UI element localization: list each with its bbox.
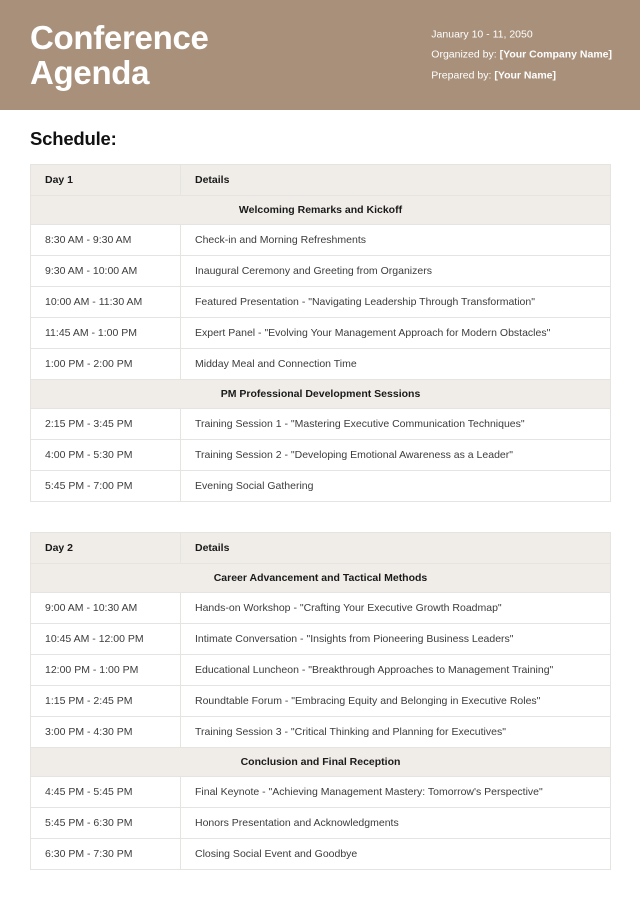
session-details: Evening Social Gathering [181, 471, 611, 502]
agenda-table-day-2 [30, 532, 611, 870]
session-details: Featured Presentation - "Navigating Leadership Through Transformation" [181, 287, 611, 318]
session-time: 1:00 PM - 2:00 PM [31, 349, 181, 380]
table-row [31, 655, 611, 686]
session-details: Roundtable Forum - "Embracing Equity and Belonging in Executive Roles" [181, 686, 611, 717]
session-details: Training Session 3 - "Critical Thinking and Planning for Executives" [181, 717, 611, 748]
section-band-row [31, 380, 611, 409]
document-title [30, 20, 209, 91]
session-time: 4:00 PM - 5:30 PM [31, 440, 181, 471]
table-header-row [31, 165, 611, 196]
header-meta-block [431, 24, 612, 85]
organized-by-row [431, 45, 612, 65]
agenda-table-day-1 [30, 164, 611, 502]
table-row [31, 717, 611, 748]
session-time: 8:30 AM - 9:30 AM [31, 225, 181, 256]
session-details: Honors Presentation and Acknowledgments [181, 808, 611, 839]
column-header-day: Day 2 [31, 533, 181, 564]
conference-dates: January 10 - 11, 2050 [431, 28, 533, 41]
session-time: 12:00 PM - 1:00 PM [31, 655, 181, 686]
session-details: Intimate Conversation - "Insights from Pioneering Business Leaders" [181, 624, 611, 655]
section-band-row [31, 196, 611, 225]
document-body [0, 128, 640, 870]
session-details: Training Session 1 - "Mastering Executive Communication Techniques" [181, 409, 611, 440]
session-time: 9:30 AM - 10:00 AM [31, 256, 181, 287]
session-time: 3:00 PM - 4:30 PM [31, 717, 181, 748]
session-time: 9:00 AM - 10:30 AM [31, 593, 181, 624]
section-band-label: Career Advancement and Tactical Methods [31, 564, 611, 593]
table-row [31, 256, 611, 287]
session-details: Midday Meal and Connection Time [181, 349, 611, 380]
table-row [31, 440, 611, 471]
prepared-by-row [431, 65, 612, 85]
organized-by-value: [Your Company Name] [499, 48, 612, 61]
session-details: Training Session 2 - "Developing Emotional Awareness as a Leader" [181, 440, 611, 471]
section-band-label: Welcoming Remarks and Kickoff [31, 196, 611, 225]
session-time: 10:00 AM - 11:30 AM [31, 287, 181, 318]
session-details: Hands-on Workshop - "Crafting Your Executive Growth Roadmap" [181, 593, 611, 624]
table-row [31, 777, 611, 808]
document-header [0, 0, 640, 110]
session-details: Final Keynote - "Achieving Management Mastery: Tomorrow's Perspective" [181, 777, 611, 808]
section-band-label: Conclusion and Final Reception [31, 748, 611, 777]
section-band-label: PM Professional Development Sessions [31, 380, 611, 409]
title-line-2: Agenda [30, 54, 150, 91]
session-time: 5:45 PM - 6:30 PM [31, 808, 181, 839]
column-header-details: Details [181, 165, 611, 196]
table-row [31, 593, 611, 624]
session-time: 11:45 AM - 1:00 PM [31, 318, 181, 349]
session-details: Educational Luncheon - "Breakthrough Approaches to Management Training" [181, 655, 611, 686]
session-time: 10:45 AM - 12:00 PM [31, 624, 181, 655]
table-row [31, 409, 611, 440]
prepared-by-value: [Your Name] [494, 69, 556, 82]
session-details: Closing Social Event and Goodbye [181, 839, 611, 870]
session-time: 5:45 PM - 7:00 PM [31, 471, 181, 502]
column-header-day: Day 1 [31, 165, 181, 196]
prepared-by-label: Prepared by: [431, 69, 495, 82]
organized-by-label: Organized by: [431, 48, 500, 61]
session-details: Expert Panel - "Evolving Your Management Approach for Modern Obstacles" [181, 318, 611, 349]
session-time: 6:30 PM - 7:30 PM [31, 839, 181, 870]
table-row [31, 624, 611, 655]
session-details: Inaugural Ceremony and Greeting from Organizers [181, 256, 611, 287]
title-line-1: Conference [30, 18, 209, 56]
session-time: 2:15 PM - 3:45 PM [31, 409, 181, 440]
column-header-details: Details [181, 533, 611, 564]
session-time: 4:45 PM - 5:45 PM [31, 777, 181, 808]
session-time: 1:15 PM - 2:45 PM [31, 686, 181, 717]
table-row [31, 287, 611, 318]
table-row [31, 471, 611, 502]
schedule-heading: Schedule: [30, 128, 117, 149]
table-row [31, 349, 611, 380]
table-row [31, 318, 611, 349]
table-row [31, 808, 611, 839]
schedule-tables-container [30, 164, 610, 870]
session-details: Check-in and Morning Refreshments [181, 225, 611, 256]
table-header-row [31, 533, 611, 564]
table-row [31, 225, 611, 256]
table-row [31, 839, 611, 870]
section-band-row [31, 564, 611, 593]
section-band-row [31, 748, 611, 777]
table-row [31, 686, 611, 717]
